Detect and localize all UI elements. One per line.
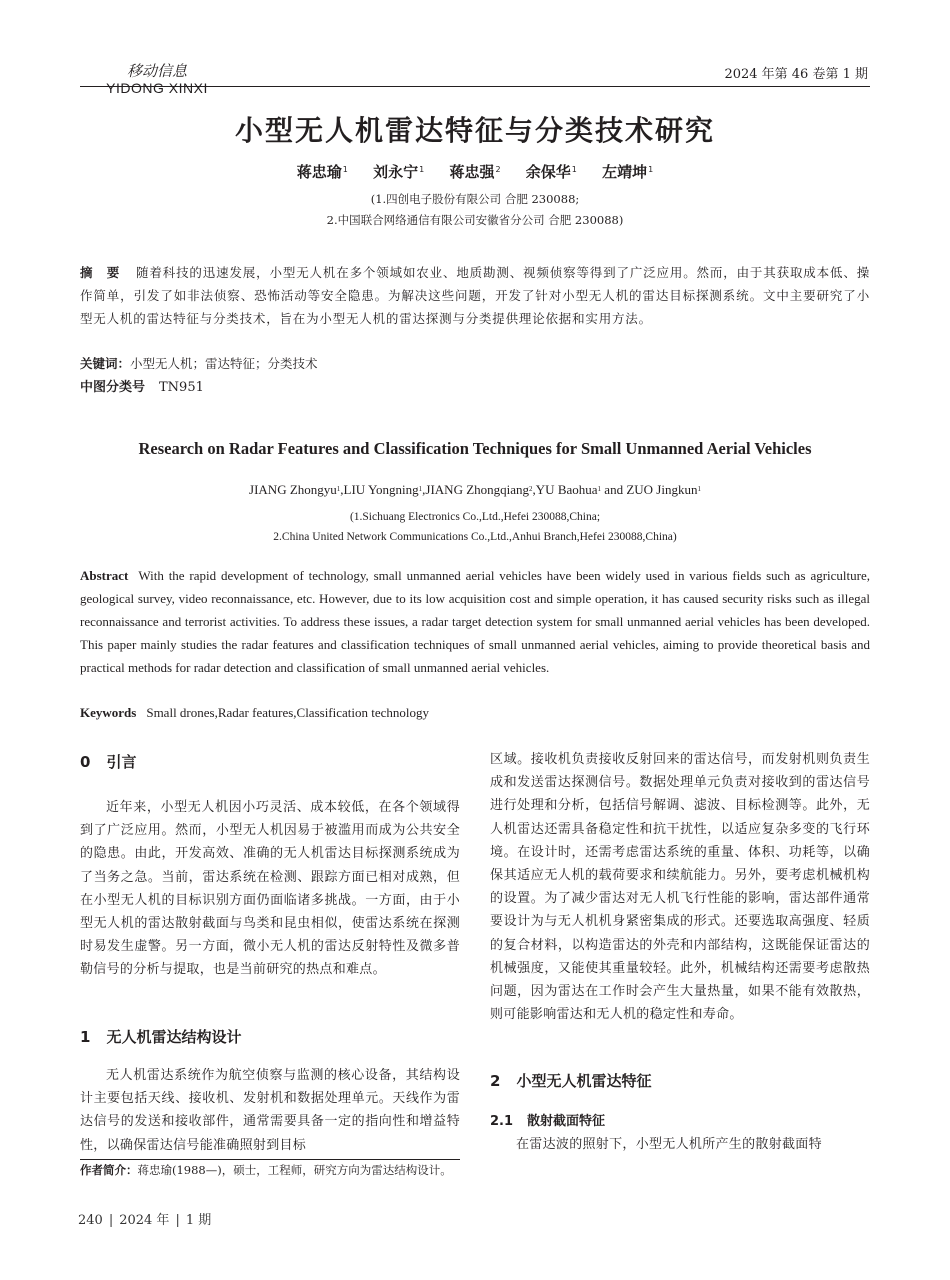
keywords-en-label: Keywords [80, 705, 137, 720]
journal-name-en: YIDONG XINXI [106, 80, 208, 96]
footnote-label: 作者简介： [80, 1163, 138, 1177]
footer-year: 2024 年 [119, 1213, 170, 1228]
paragraph: 区域。接收机负责接收反射回来的雷达信号，而发射机则负责生成和发送雷达探测信号。数据处理单元负责对接收到的雷达信号进行处理和分析，包括信号解调、滤波、目标检测等。此外，无人机雷达还需具备稳定性和抗干扰性，以适应复杂多变的飞行环境。在设计时，还需考虑雷达系统的重量、体积、功耗等，以确保其适应无人机的载荷要求和续航能力。另外，要考虑机械机构的设置。为了减少雷达对无人机飞行性能的影响，雷达部件通常要设计为与无人机机身紧密集成的形式。还要选取高强度、轻质的复合材料，以构造雷达的外壳和内部结构，这既能保证雷达的机械强度，又能使其重量较轻。此外，机械结构还需要考虑散热问题，因为雷达在工作时会产生大量热量，如果不能有效散热，则可能影响雷达和无人机的稳定性和寿命。 [490, 752, 870, 1023]
keywords-cn-label: 关键词： [80, 356, 131, 371]
body-column-left-part1 [80, 796, 460, 982]
author-name: 余保华$^1$ [525, 163, 577, 181]
keywords-en [80, 703, 429, 723]
section-heading: 1 无人机雷达结构设计 [80, 1028, 242, 1046]
keywords-cn [80, 354, 318, 374]
footnote-text: 蒋忠瑜(1988—)，硕士，工程师，研究方向为雷达结构设计。 [137, 1163, 452, 1177]
subsection-heading: 2.1 散射截面特征 [490, 1114, 606, 1129]
section-heading: 0 引言 [80, 753, 137, 771]
author-name: 蒋忠瑜$^1$ [296, 163, 348, 181]
body-column-left-part2 [80, 1064, 460, 1157]
footer-issue: 1 期 [185, 1213, 212, 1228]
classification-number [80, 378, 204, 398]
issue-info: 2024 年第 46 卷第 1 期 [724, 67, 868, 82]
paragraph: 在雷达波的照射下，小型无人机所产生的散射截面特 [516, 1137, 822, 1152]
author-name: 蒋忠强$^2$ [449, 163, 501, 181]
page-number: 240 [78, 1213, 103, 1228]
journal-masthead [92, 62, 222, 96]
page-footer: 240 | 2024 年 | 1 期 [78, 1213, 212, 1228]
keywords-cn-text: 小型无人机；雷达特征；分类技术 [130, 356, 318, 371]
author-name-en: LIU Yongning$^1$, [343, 482, 426, 497]
abstract-en-label: Abstract [80, 568, 129, 583]
body-column-right-part2 [490, 1133, 870, 1156]
abstract-cn [80, 261, 870, 330]
abstract-en [80, 564, 870, 679]
paper-title-cn: 小型无人机雷达特征与分类技术研究 [234, 114, 715, 147]
affiliation-cn-2: 2.中国联合网络通信有限公司安徽省分公司 合肥 230088) [326, 213, 624, 227]
header-divider [80, 86, 870, 87]
body-column-right [490, 748, 870, 1026]
author-name: 左靖坤$^1$ [602, 163, 654, 181]
clc-value: TN951 [159, 380, 204, 395]
footnote-divider [80, 1159, 460, 1160]
author-list-en [0, 480, 950, 500]
paragraph: 近年来，小型无人机因小巧灵活、成本较低，在各个领域得到了广泛应用。然而，小型无人机因易于被滥用而成为公共安全的隐患。由此，开发高效、准确的无人机雷达目标探测系统成为了当务之急。当前，雷达系统在检测、跟踪方面已相对成熟，但在小型无人机的目标识别方面仍面临诸多挑战。一方面，由于小型无人机的雷达散射截面与鸟类和昆虫相似，使雷达系统在探测时易发生虚警。另一方面，微小无人机的雷达反射特性及微多普勒信号的分析与提取，也是当前研究的热点和难点。 [80, 800, 460, 978]
author-name-en: YU Baohua$^1$ and [535, 482, 627, 497]
paper-title-en: Research on Radar Features and Classification Techniques for Small Unmanned Aerial Vehicles [138, 439, 812, 458]
affiliation-en-2: 2.China United Network Communications Co.,Ltd.,Anhui Branch,Hefei 230088,China) [273, 531, 677, 543]
author-name-en: JIANG Zhongqiang$^2$, [425, 482, 536, 497]
affiliation-cn-1: (1.四创电子股份有限公司 合肥 230088; [370, 192, 580, 206]
journal-name-cn: 移动信息 [126, 62, 187, 80]
abstract-cn-text: 随着科技的迅速发展，小型无人机在多个领域如农业、地质勘测、视频侦察等得到了广泛应用。然而，由于其获取成本低、操作简单，引发了如非法侦察、恐怖活动等安全隐患。为解决这些问题，开发了针对小型无人机的雷达目标探测系统。文中主要研究了小型无人机的雷达特征与分类技术，旨在为小型无人机的雷达探测与分类提供理论依据和实用方法。 [80, 265, 870, 326]
author-name: 刘永宁$^1$ [373, 163, 425, 181]
paragraph: 无人机雷达系统作为航空侦察与监测的核心设备，其结构设计主要包括天线、接收机、发射机和数据处理单元。天线作为雷达信号的发送和接收部件，通常需要具备一定的指向性和增益特性，以确保雷达信号能准确照射到目标 [80, 1068, 460, 1153]
abstract-cn-label: 摘 要 [80, 265, 121, 280]
author-bio-footnote [80, 1161, 452, 1179]
author-list-cn [0, 162, 950, 182]
section-heading: 2 小型无人机雷达特征 [490, 1072, 652, 1090]
affiliation-en-1: (1.Sichuang Electronics Co.,Ltd.,Hefei 230088,China; [349, 511, 601, 523]
clc-label: 中图分类号 [80, 380, 146, 395]
abstract-en-text: With the rapid development of technology, small unmanned aerial vehicles have been widely used in various fields such as agriculture, geological survey, video reconnaissance, etc. However, due to its low acquisition cost and simple operation, it has caused security risks such as illegal reconnaissance and terrorist activities. To address these issues, a radar target detection system for small unmanned aerial vehicles has been developed. This paper mainly studies the radar features and classification techniques of small unmanned aerial vehicles, aiming to provide theoretical basis and practical methods for radar detection and classification of small unmanned aerial vehicles. [80, 568, 870, 675]
keywords-en-text: Small drones,Radar features,Classification technology [146, 705, 430, 720]
author-name-en: ZUO Jingkun$^1$ [626, 482, 701, 497]
author-name-en: JIANG Zhongyu$^1$, [249, 482, 344, 497]
